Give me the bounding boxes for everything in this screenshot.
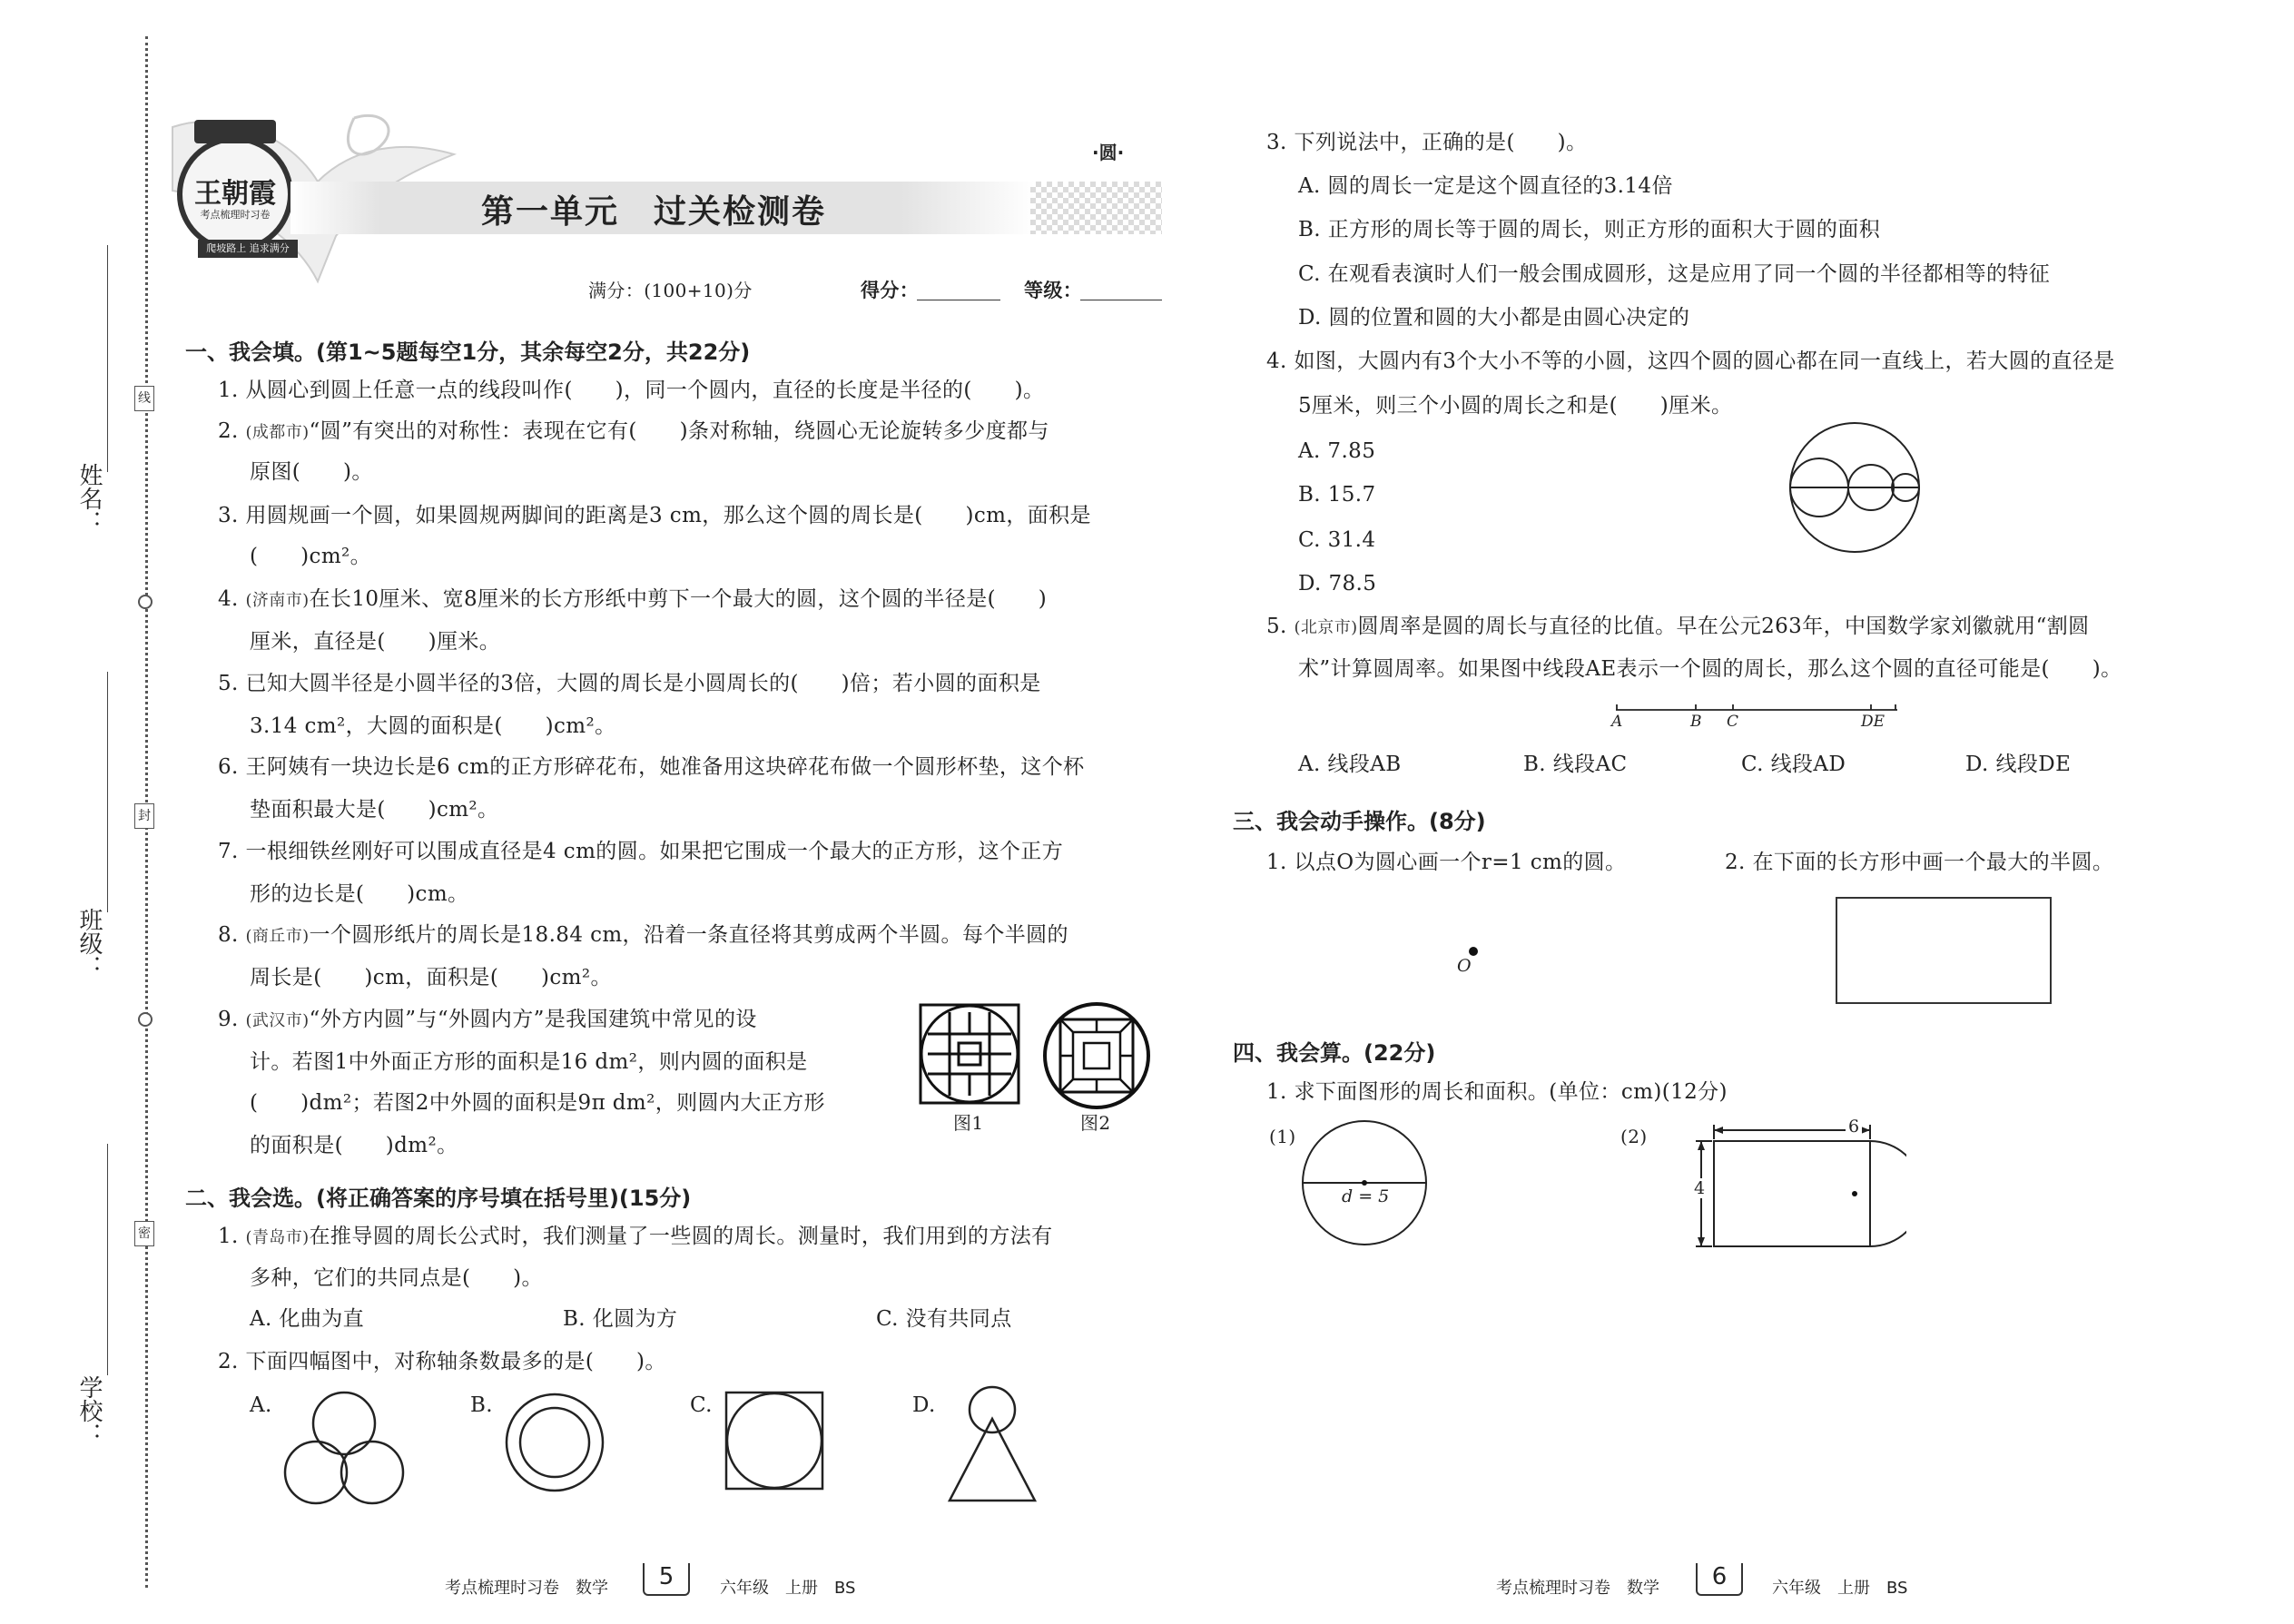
figure-2-caption: 图2 (1080, 1112, 1111, 1134)
fill-q7: 7. 一根细铁丝刚好可以围成直径是4 cm的圆。如果把它围成一个最大的正方形，这个正方 (218, 840, 1064, 863)
choice-q2-label-c[interactable]: C. (690, 1393, 713, 1417)
choice-q5-option-b[interactable]: B. 线段AC (1523, 753, 1628, 776)
point-o-label: O (1457, 956, 1472, 976)
segment-label-de: DE (1861, 713, 1885, 731)
crown-icon (194, 120, 276, 143)
fill-q2-line2: 原图( )。 (250, 460, 373, 484)
choice-q2: 2. 下面四幅图中，对称轴条数最多的是( )。 (218, 1350, 666, 1373)
score-label: 得分： (861, 280, 920, 301)
choice-q5-option-d[interactable]: D. 线段DE (1965, 753, 2072, 776)
choice-q3: 3. 下列说法中，正确的是( )。 (1266, 131, 1588, 154)
fill-q8: 8. (商丘市)一个圆形纸片的周长是18.84 cm，沿着一条直径将其剪成两个半圆。每个半圆的 (218, 923, 1068, 947)
circle-on-triangle-icon (944, 1384, 1040, 1504)
choice-q1-option-b[interactable]: B. 化圆为方 (563, 1307, 678, 1331)
choice-q2-label-b[interactable]: B. (470, 1393, 494, 1417)
city-tag: (济南市) (245, 591, 310, 610)
figure-1-caption: 图1 (953, 1112, 984, 1134)
calc-fig2-height: 4 (1694, 1178, 1706, 1198)
choice-q4-option-d[interactable]: D. 78.5 (1298, 572, 1377, 595)
fill-q3: 3. 用圆规画一个圆，如果圆规两脚间的距离是3 cm，那么这个圆的周长是( )cm，面积是 (218, 504, 1091, 527)
fill-q6-line2: 垫面积最大是( )cm²。 (250, 798, 499, 822)
fill-q6: 6. 王阿姨有一块边长是6 cm的正方形碎花布，她准备用这块碎花布做一个圆形杯垫，这个杯 (218, 755, 1085, 779)
city-tag: (成都市) (245, 423, 310, 442)
seal-feng: 封 (134, 803, 154, 829)
fill-q4: 4. (济南市)在长10厘米、宽8厘米的长方形纸中剪下一个最大的圆，这个圆的半径是( ) (218, 587, 1048, 611)
choice-q5-option-c[interactable]: C. 线段AD (1741, 753, 1846, 776)
choice-q1-option-a[interactable]: A. 化曲为直 (250, 1307, 365, 1331)
footer-left-book: 考点梳理时习卷 数学 (445, 1579, 608, 1598)
section-1-heading: 一、我会填。(第1~5题每空1分，其余每空2分，共22分) (185, 340, 751, 365)
class-blank[interactable] (107, 672, 108, 912)
chapter-tag: ·圆· (1092, 142, 1125, 163)
footer-right-book: 考点梳理时习卷 数学 (1496, 1579, 1659, 1598)
rectangle-semicircle-figure (1689, 1121, 1906, 1248)
fill-q9-line2: 计。若图1中外面正方形的面积是16 dm²，则内圆的面积是 (250, 1050, 808, 1074)
seal-mi: 密 (134, 1221, 154, 1246)
page-number-left: 5 (643, 1563, 690, 1596)
page-number-right: 6 (1696, 1563, 1743, 1596)
calc-fig2-width: 6 (1846, 1117, 1862, 1137)
drawing-rectangle[interactable] (1836, 897, 2052, 1004)
figure-2-circle-square (1042, 1001, 1151, 1110)
fill-q8-line2: 周长是( )cm，面积是( )cm²。 (250, 966, 612, 989)
section-2-heading: 二、我会选。(将正确答案的序号填在括号里)(15分) (185, 1186, 692, 1211)
hands-on-q2: 2. 在下面的长方形中画一个最大的半圆。 (1725, 851, 2114, 874)
circle-in-square-icon (724, 1390, 825, 1491)
choice-q4-option-c[interactable]: C. 31.4 (1298, 528, 1376, 552)
calc-q1: 1. 求下面图形的周长和面积。(单位：cm)(12分) (1266, 1080, 1728, 1104)
fill-q7-line2: 形的边长是( )cm。 (250, 882, 469, 906)
choice-q4-line2: 5厘米，则三个小圆的周长之和是( )厘米。 (1298, 394, 1733, 418)
city-tag: (青岛市) (245, 1228, 310, 1247)
name-blank[interactable] (107, 245, 108, 472)
choice-q5: 5. (北京市)圆周率是圆的周长与直径的比值。早在公元263年，中国数学家刘徽就用“割圆 (1266, 615, 2090, 638)
circle-diameter-figure (1300, 1118, 1429, 1247)
city-tag: (商丘市) (245, 927, 310, 946)
segment-label-c: C (1727, 713, 1739, 731)
segment-label-a: A (1611, 713, 1623, 731)
choice-q1-line2: 多种，它们的共同点是( )。 (250, 1266, 543, 1290)
fill-q5-line2: 3.14 cm²，大圆的面积是( )cm²。 (250, 714, 616, 738)
fill-q9-line3: ( )dm²；若图2中外圆的面积是9π dm²，则圆内大正方形 (250, 1091, 825, 1115)
segment-label-b: B (1690, 713, 1702, 731)
choice-q3-option-b[interactable]: B. 正方形的周长等于圆的周长，则正方形的面积大于圆的面积 (1298, 218, 1881, 241)
fill-q5: 5. 已知大圆半径是小圆半径的3倍，大圆的周长是小圆周长的( )倍；若小圆的面积是 (218, 672, 1041, 695)
fill-q9: 9. (武汉市)“外方内圆”与“外圆内方”是我国建筑中常见的设 (218, 1008, 757, 1031)
section-3-heading: 三、我会动手操作。(8分) (1233, 809, 1486, 834)
footer-left-grade: 六年级 上册 BS (720, 1579, 856, 1598)
section-4-heading: 四、我会算。(22分) (1233, 1040, 1436, 1066)
choice-q2-label-a[interactable]: A. (250, 1393, 272, 1417)
school-label: 学校： (75, 1375, 103, 1446)
title-checker (1030, 182, 1162, 234)
calc-fig1-label: (1) (1269, 1126, 1296, 1147)
calc-fig2-label: (2) (1620, 1126, 1648, 1147)
fill-q3-line2: ( )cm²。 (250, 545, 372, 568)
fill-q9-line4: 的面积是( )dm²。 (250, 1134, 458, 1157)
calc-fig1-diameter: d = 5 (1342, 1186, 1390, 1206)
page-title: 第一单元 过关检测卷 (481, 193, 827, 231)
class-label: 班级： (75, 908, 103, 979)
binding-hole-icon (138, 595, 153, 609)
logo-badge (177, 136, 293, 252)
point-o-dot (1469, 947, 1478, 956)
segment-ae-figure (1611, 701, 1902, 728)
logo-text: 王朝霞 (194, 178, 276, 210)
hands-on-q1: 1. 以点O为圆心画一个r=1 cm的圆。 (1266, 851, 1627, 874)
city-tag: (北京市) (1294, 618, 1358, 637)
logo-sub: 考点梳理时习卷 (200, 209, 271, 221)
footer-right-grade: 六年级 上册 BS (1772, 1579, 1908, 1598)
binding-hole-icon (138, 1012, 153, 1027)
fill-q1: 1. 从圆心到圆上任意一点的线段叫作( )，同一个圆内，直径的长度是半径的( )。 (218, 379, 1045, 402)
logo-motto: 爬坡路上 追求满分 (198, 240, 298, 258)
concentric-circles-icon (504, 1392, 605, 1493)
big-circle-three-small-figure (1787, 419, 1923, 556)
choice-q1-option-c[interactable]: C. 没有共同点 (876, 1307, 1012, 1331)
choice-q4: 4. 如图，大圆内有3个大小不等的小圆，这四个圆的圆心都在同一直线上，若大圆的直径是 (1266, 349, 2115, 373)
fill-q2: 2. (成都市)“圆”有突出的对称性：表现在它有( )条对称轴，绕圆心无论旋转多少度都与 (218, 419, 1049, 443)
choice-q4-option-b[interactable]: B. 15.7 (1298, 483, 1376, 507)
three-circles-icon (281, 1389, 407, 1509)
choice-q3-option-a[interactable]: A. 圆的周长一定是这个圆直径的3.14倍 (1298, 174, 1673, 198)
choice-q3-option-d[interactable]: D. 圆的位置和圆的大小都是由圆心决定的 (1298, 306, 1690, 330)
city-tag: (武汉市) (245, 1011, 310, 1030)
choice-q4-option-a[interactable]: A. 7.85 (1298, 439, 1376, 463)
seal-xian: 线 (134, 386, 154, 411)
full-score: 满分：(100+10)分 (588, 280, 753, 301)
choice-q2-label-d[interactable]: D. (912, 1393, 936, 1417)
fill-q4-line2: 厘米，直径是( )厘米。 (250, 630, 501, 654)
choice-q1: 1. (青岛市)在推导圆的周长公式时，我们测量了一些圆的周长。测量时，我们用到的方法有 (218, 1225, 1053, 1248)
choice-q5-option-a[interactable]: A. 线段AB (1298, 753, 1402, 776)
figure-1-square-circle (919, 1003, 1020, 1105)
school-blank[interactable] (107, 1144, 108, 1375)
grade-label: 等级： (1024, 280, 1083, 301)
name-label: 姓名： (75, 463, 103, 534)
choice-q3-option-c[interactable]: C. 在观看表演时人们一般会围成圆形，这是应用了同一个圆的半径都相等的特征 (1298, 262, 2051, 286)
choice-q5-line2: 术”计算圆周率。如果图中线段AE表示一个圆的周长，那么这个圆的直径可能是( )。 (1298, 657, 2122, 681)
